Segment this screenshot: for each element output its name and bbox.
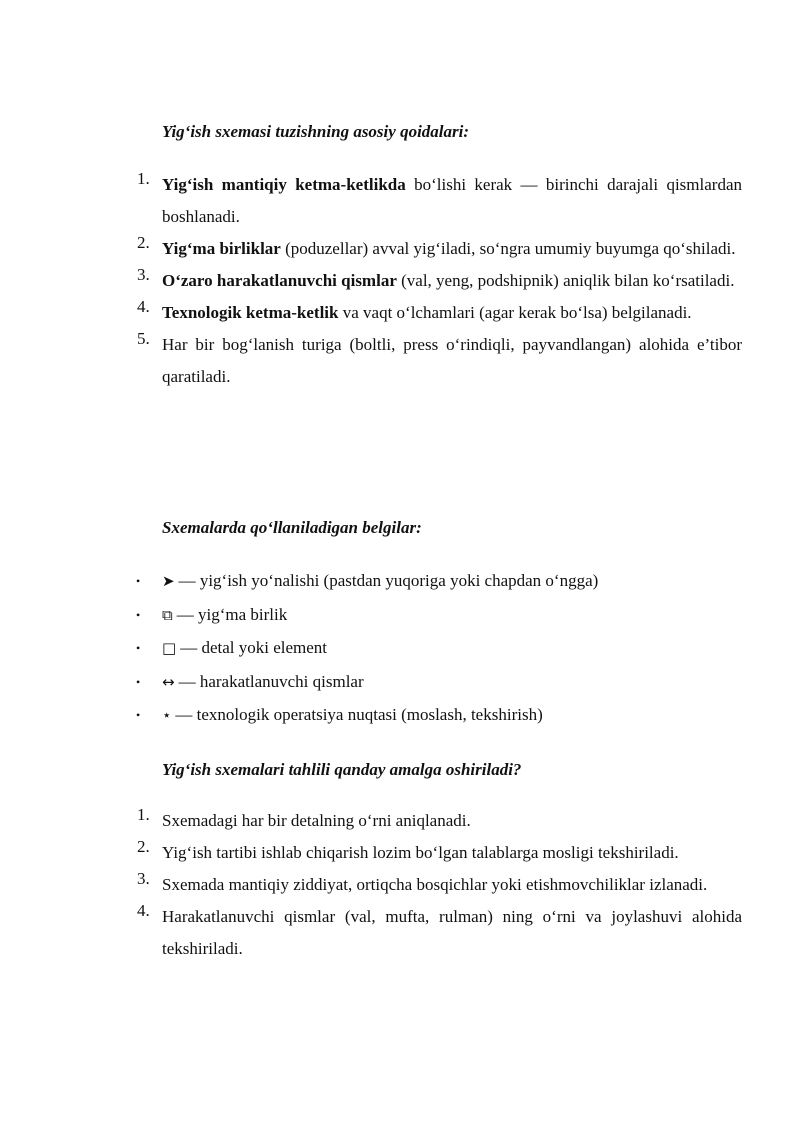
item-text: Harakatlanuvchi qismlar (val, mufta, rulman) ning o‘rni va joylashuvi alohida tekshiriladi. (162, 907, 742, 958)
item-text: Sxemada mantiqiy ziddiyat, ortiqcha bosqichlar yoki etishmovchiliklar izlanadi. (162, 875, 708, 894)
item-text: Yig‘ish tartibi ishlab chiqarish lozim bo‘lgan talablarga mosligi tekshiriladi. (162, 843, 679, 862)
item-body-text: va vaqt o‘lchamlari (agar kerak bo‘lsa) belgilanadi. (338, 303, 692, 322)
square-icon: □ (162, 639, 177, 657)
symbol-description: — yig‘ma birlik (176, 604, 288, 624)
item-bold-text: O‘zaro harakatlanuvchi qismlar (162, 271, 397, 290)
list-item (0, 169, 800, 233)
item-text (162, 667, 364, 697)
star-icon: ⋆ (162, 706, 172, 724)
bullet-icon: • (136, 607, 141, 622)
list-item (0, 837, 800, 869)
bullet-icon: • (136, 574, 141, 588)
list-item (0, 901, 800, 965)
item-text (162, 600, 287, 630)
item-body-text: Har bir bog‘lanish turiga (boltli, press o‘rindiqli, payvandlangan) alohida e’tibor qaratiladi. (162, 335, 742, 386)
symbols-heading: Sxemalarda qo‘llaniladigan belgilar: (162, 518, 422, 537)
item-number: 5. (137, 329, 150, 348)
symbol-description: — harakatlanuvchi qismlar (178, 671, 364, 691)
item-body-text: bo‘lishi kerak — birinchi darajali qismlardan boshlanadi. (162, 175, 742, 226)
item-text (162, 265, 742, 297)
list-item (0, 233, 800, 265)
list-item (0, 869, 800, 901)
item-number: 2. (137, 837, 150, 856)
bullet-icon: • (136, 674, 141, 689)
item-number: 2. (137, 233, 150, 252)
list-item (0, 329, 800, 393)
item-text (162, 297, 742, 329)
arrow-icon: ➤ (162, 572, 175, 590)
list-item (0, 805, 800, 837)
item-number: 1. (137, 805, 150, 824)
list-item (0, 566, 800, 600)
symbol-description: — yig‘ish yo‘nalishi (pastdan yuqoriga yoki chapdan o‘ngga) (178, 571, 599, 590)
item-body-text: (poduzellar) avval yig‘iladi, so‘ngra umumiy buyumga qo‘shiladi. (280, 239, 736, 258)
item-text (162, 233, 742, 265)
analysis-heading: Yig‘ish sxemalari tahlili qanday amalga oshiriladi? (162, 760, 522, 779)
rules-heading: Yig‘ish sxemasi tuzishning asosiy qoidalari: (162, 122, 470, 141)
symbol-description: — texnologik operatsiya nuqtasi (moslash, tekshirish) (175, 705, 543, 724)
list-item (0, 633, 800, 667)
item-text (162, 700, 543, 730)
bullet-icon: • (136, 641, 141, 655)
list-item (0, 667, 800, 701)
item-body-text: (val, yeng, podshipnik) aniqlik bilan ko‘rsatiladi. (396, 271, 735, 290)
item-number: 4. (137, 901, 150, 920)
double-arrow-icon: ↔ (162, 672, 175, 691)
item-bold-text: Texnologik ketma-ketlik (162, 303, 339, 322)
item-number: 4. (137, 297, 150, 316)
item-bold-text: Yig‘ish mantiqiy ketma-ketlikda (162, 175, 406, 194)
symbols-list (0, 566, 800, 734)
rules-list (0, 169, 800, 393)
list-item (0, 700, 800, 734)
item-text (162, 633, 327, 663)
assembly-unit-icon: ⧉ (162, 605, 173, 624)
list-item (0, 297, 800, 329)
item-text (162, 169, 742, 233)
item-number: 3. (137, 869, 150, 888)
list-item (0, 265, 800, 297)
symbol-description: — detal yoki element (180, 638, 328, 657)
bullet-icon: • (136, 708, 141, 722)
analysis-list (0, 805, 800, 965)
item-number: 3. (137, 265, 150, 284)
item-text (162, 329, 742, 393)
item-text: Sxemadagi har bir detalning o‘rni aniqlanadi. (162, 811, 471, 830)
item-text (162, 566, 598, 596)
item-bold-text: Yig‘ma birliklar (162, 239, 281, 258)
list-item (0, 600, 800, 634)
item-number: 1. (137, 169, 150, 188)
